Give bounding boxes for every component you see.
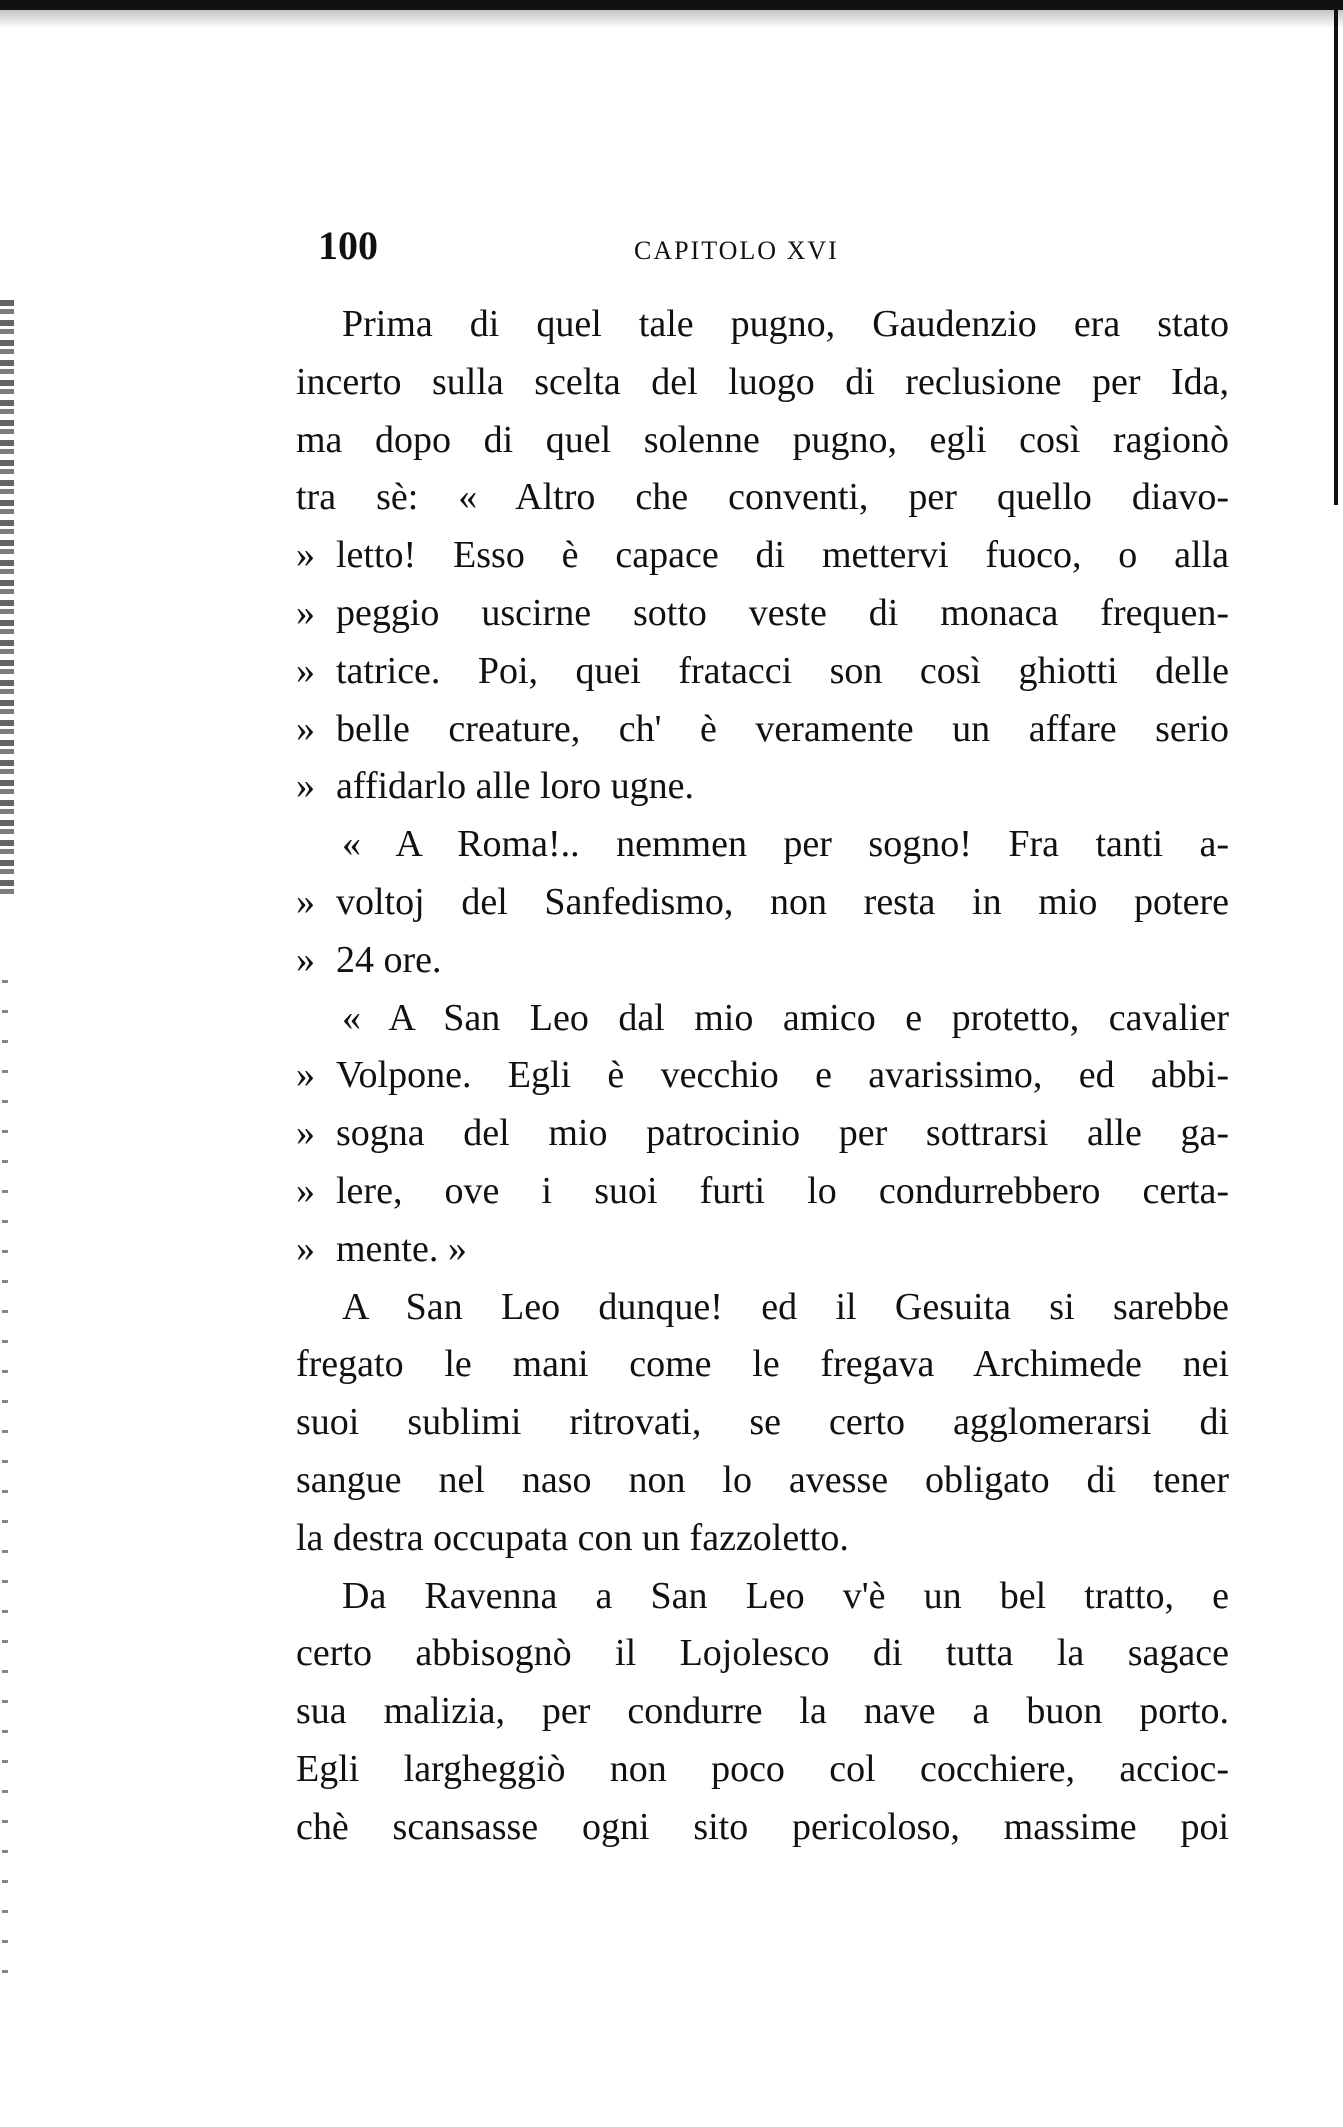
line-text: belle creature, ch' è veramente un affare serio: [336, 707, 1229, 750]
line-text: tatrice. Poi, quei fratacci son così ghiotti delle: [336, 649, 1229, 692]
text-line: [296, 1799, 1229, 1857]
line-text: Egli largheggiò non poco col cocchiere, accioc-: [296, 1747, 1229, 1790]
text-line: [296, 758, 1229, 816]
scan-right-edge: [1334, 0, 1338, 505]
text-line: [296, 1336, 1229, 1394]
text-line: [296, 990, 1229, 1048]
text-line: [296, 816, 1229, 874]
line-text: affidarlo alle loro ugne.: [336, 765, 695, 808]
quote-mark: »: [296, 938, 315, 981]
text-line: [296, 643, 1229, 701]
text-line: [296, 1105, 1229, 1163]
line-text: ma dopo di quel solenne pugno, egli così ragionò: [296, 418, 1229, 461]
quote-mark: »: [296, 707, 315, 750]
page-number: 100: [318, 223, 378, 268]
line-text: chè scansasse ogni sito pericoloso, massime poi: [296, 1805, 1229, 1848]
line-text: letto! Esso è capace di mettervi fuoco, o alla: [336, 534, 1229, 577]
line-text: mente. »: [336, 1227, 467, 1270]
line-text: suoi sublimi ritrovati, se certo agglomerarsi di: [296, 1401, 1229, 1444]
line-text: sogna del mio patrocinio per sottrarsi alle ga-: [336, 1112, 1229, 1155]
line-text: A San Leo dunque! ed il Gesuita si sarebbe: [342, 1285, 1229, 1328]
line-text: « A San Leo dal mio amico e protetto, cavalier: [342, 996, 1229, 1039]
scan-left-edge: [0, 300, 14, 900]
running-title: CAPITOLO XVI: [634, 236, 839, 265]
quote-mark: »: [296, 591, 315, 634]
line-text: 24 ore.: [336, 938, 442, 981]
line-text: lere, ove i suoi furti lo condurrebbero certa-: [336, 1169, 1229, 1212]
quote-mark: »: [296, 1227, 315, 1270]
text-line: [296, 354, 1229, 412]
text-line: [296, 412, 1229, 470]
line-text: la destra occupata con un fazzoletto.: [296, 1516, 849, 1559]
line-text: certo abbisognò il Lojolesco di tutta la sagace: [296, 1632, 1229, 1675]
line-text: Volpone. Egli è vecchio e avarissimo, ed abbi-: [336, 1054, 1229, 1097]
line-text: tra sè: « Altro che conventi, per quello diavo-: [296, 476, 1229, 519]
line-text: peggio uscirne sotto veste di monaca frequen-: [336, 591, 1229, 634]
quote-mark: »: [296, 649, 315, 692]
text-line: [296, 1452, 1229, 1510]
quote-mark: »: [296, 765, 315, 808]
quote-mark: »: [296, 1112, 315, 1155]
line-text: sangue nel naso non lo avesse obligato di tener: [296, 1458, 1229, 1501]
text-line: [296, 1394, 1229, 1452]
text-line: [296, 1163, 1229, 1221]
line-text: incerto sulla scelta del luogo di reclusione per Ida,: [296, 360, 1229, 403]
quote-mark: »: [296, 880, 315, 923]
text-line: [296, 469, 1229, 527]
text-line: [296, 874, 1229, 932]
line-text: Prima di quel tale pugno, Gaudenzio era stato: [342, 303, 1229, 345]
scan-top-border: [0, 0, 1343, 10]
quote-mark: »: [296, 534, 315, 577]
page-header: [296, 222, 1231, 274]
quote-mark: »: [296, 1169, 315, 1212]
line-text: Da Ravenna a San Leo v'è un bel tratto, e: [342, 1574, 1229, 1617]
line-text: voltoj del Sanfedismo, non resta in mio potere: [336, 880, 1229, 923]
text-line: [296, 1568, 1229, 1626]
text-line: [296, 585, 1229, 643]
text-line: [296, 1741, 1229, 1799]
text-line: [296, 1221, 1229, 1279]
line-text: sua malizia, per condurre la nave a buon porto.: [296, 1690, 1229, 1733]
text-line: [296, 1683, 1229, 1741]
text-line: [296, 1510, 1229, 1568]
line-text: « A Roma!.. nemmen per sogno! Fra tanti a-: [342, 823, 1229, 866]
text-line: [296, 701, 1229, 759]
text-line: [296, 1047, 1229, 1105]
text-line: [296, 527, 1229, 585]
scan-left-edge-lower: [2, 980, 8, 1980]
scan-shadow: [0, 10, 1343, 28]
text-line: [296, 932, 1229, 990]
text-line: [296, 296, 1229, 354]
line-text: fregato le mani come le fregava Archimede nei: [296, 1343, 1229, 1386]
page-body: [296, 296, 1229, 1857]
quote-mark: »: [296, 1054, 315, 1097]
text-line: [296, 1279, 1229, 1337]
text-line: [296, 1625, 1229, 1683]
